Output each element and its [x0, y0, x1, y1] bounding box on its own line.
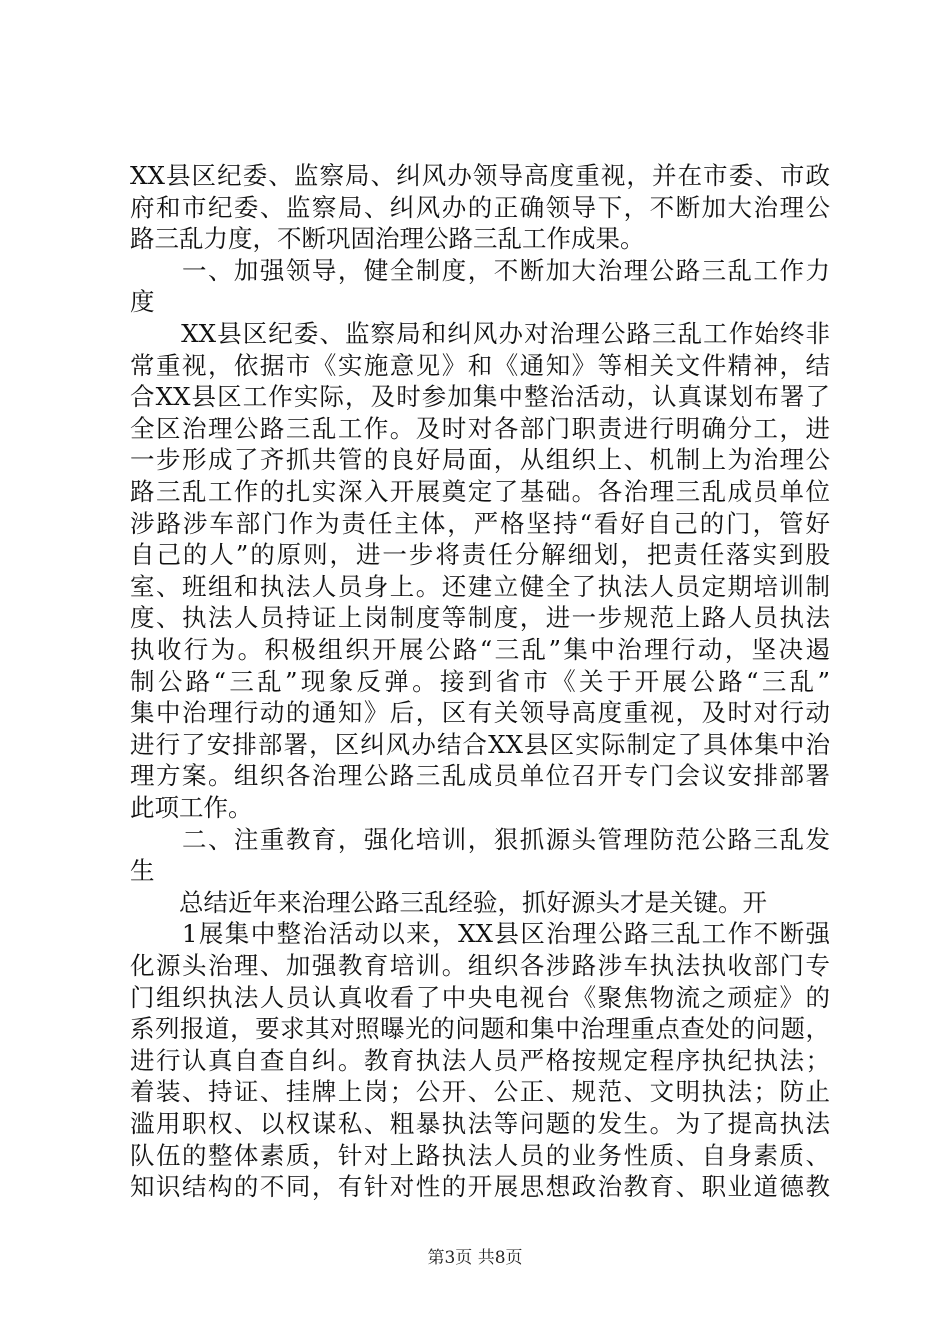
text-line: 总结近年来治理公路三乱经验，抓好源头才是关键。开: [130, 887, 767, 917]
text-line: 全区治理公路三乱工作。及时对各部门职责进行明确分工，进: [130, 413, 830, 443]
text-line: 度: [130, 287, 155, 317]
text-line: 合XX县区工作实际，及时参加集中整治活动，认真谋划布署了: [130, 382, 830, 412]
text-line: 路三乱力度，不断巩固治理公路三乱工作成果。: [130, 224, 645, 254]
text-line: 知识结构的不同，有针对性的开展思想政治教育、职业道德教: [130, 1172, 830, 1202]
text-line: 生: [130, 856, 155, 886]
text-line: XX县区纪委、监察局、纠风办领导高度重视，并在市委、市政: [130, 161, 830, 190]
text-line: 一、加强领导，健全制度，不断加大治理公路三乱工作力: [130, 255, 830, 285]
text-line: 府和市纪委、监察局、纠风办的正确领导下，不断加大治理公: [130, 192, 830, 222]
text-line: 1展集中整治活动以来，XX县区治理公路三乱工作不断强: [130, 919, 830, 949]
text-line: 理方案。组织各治理公路三乱成员单位召开专门会议安排部署: [130, 761, 830, 791]
text-line: 进行了安排部署，区纠风办结合XX县区实际制定了具体集中治: [130, 729, 830, 759]
text-line: 此项工作。: [130, 793, 253, 822]
page-footer: 第3页 共8页: [427, 1248, 523, 1268]
text-line: 室、班组和执法人员身上。还建立健全了执法人员定期培训制: [130, 571, 830, 601]
text-line: 化源头治理、加强教育培训。组织各涉路涉车执法执收部门专: [130, 951, 830, 980]
text-line: 集中治理行动的通知》后，区有关领导高度重视，及时对行动: [130, 698, 830, 728]
text-line: 滥用职权、以权谋私、粗暴执法等问题的发生。为了提高执法: [130, 1109, 830, 1138]
text-line: 制公路“三乱”现象反弹。接到省市《关于开展公路“三乱”: [130, 666, 830, 696]
text-line: 涉路涉车部门作为责任主体，严格坚持“看好自己的门，管好: [130, 508, 830, 538]
text-line: 一步形成了齐抓共管的良好局面，从组织上、机制上为治理公: [130, 445, 830, 475]
text-line: 门组织执法人员认真收看了中央电视台《聚焦物流之顽症》的: [130, 982, 830, 1012]
text-line: 队伍的整体素质，针对上路执法人员的业务性质、自身素质、: [130, 1140, 830, 1170]
text-line: 路三乱工作的扎实深入开展奠定了基础。各治理三乱成员单位: [130, 477, 830, 506]
text-line: 二、注重教育，强化培训，狠抓源头管理防范公路三乱发: [130, 824, 830, 854]
text-line: 着装、持证、挂牌上岗；公开、公正、规范、文明执法；防止: [130, 1077, 830, 1107]
text-line: 自己的人”的原则，进一步将责任分解细划，把责任落实到股: [130, 540, 830, 570]
text-line: 系列报道，要求其对照曝光的问题和集中治理重点查处的问题，: [130, 1014, 830, 1044]
text-line: 进行认真自查自纠。教育执法人员严格按规定程序执纪执法；: [130, 1045, 830, 1075]
text-line: 度、执法人员持证上岗制度等制度，进一步规范上路人员执法: [130, 603, 830, 633]
text-line: XX县区纪委、监察局和纠风办对治理公路三乱工作始终非: [130, 319, 830, 348]
text-line: 执收行为。积极组织开展公路“三乱”集中治理行动，坚决遏: [130, 635, 830, 664]
text-line: 常重视，依据市《实施意见》和《通知》等相关文件精神，结: [130, 350, 830, 380]
